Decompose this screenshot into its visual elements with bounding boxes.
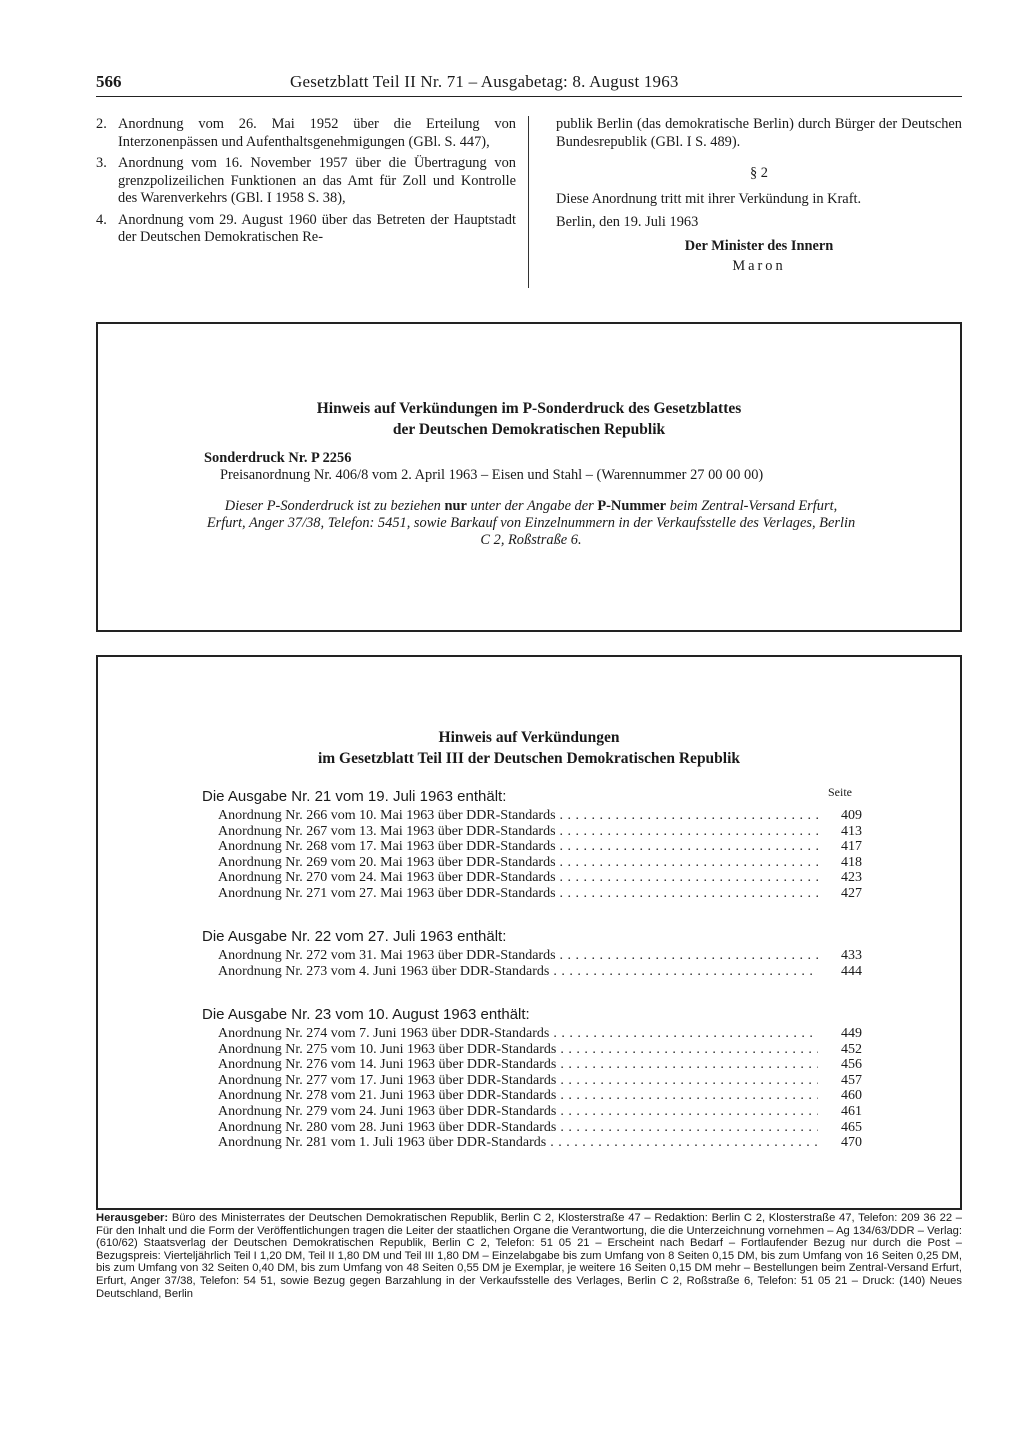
toc-entry-text: Anordnung Nr. 274 vom 7. Juni 1963 über DDR-Standards . . . [218, 1026, 818, 1042]
notice-text: beim Zentral-Versand Erfurt, Erfurt, Anger 37/38, Telefon: 5451, sowie Barkauf von Einzelnummern in der Verkaufsstelle des Verlages, Berlin C 2, Roßstraße 6. [206, 498, 856, 548]
signing-date: Berlin, den 19. Juli 1963 [556, 214, 699, 230]
toc-page-number: 457 [822, 1073, 862, 1089]
issue-heading: Die Ausgabe Nr. 21 vom 19. Juli 1963 enthält: [202, 788, 507, 805]
toc-entry-text: Anordnung Nr. 281 vom 1. Juli 1963 über DDR-Standards . . . [218, 1135, 818, 1151]
toc-page-number: 460 [822, 1088, 862, 1104]
toc-entry-text: Anordnung Nr. 272 vom 31. Mai 1963 über DDR-Standards . . . [218, 948, 818, 964]
toc-entry-text: Anordnung Nr. 277 vom 17. Juni 1963 über DDR-Standards . . . [218, 1073, 818, 1089]
sonderdruck-number: Sonderdruck Nr. P 2256 [204, 450, 352, 466]
toc-page-number: 413 [822, 824, 862, 840]
toc-page-number: 465 [822, 1120, 862, 1136]
toc-entry [202, 808, 862, 824]
page-number: 566 [96, 72, 122, 91]
list-item [96, 155, 516, 208]
toc-entry [202, 870, 862, 886]
toc-entry [202, 886, 862, 902]
toc-entry [202, 1042, 862, 1058]
toc-entry-text: Anordnung Nr. 280 vom 28. Juni 1963 über DDR-Standards . . . [218, 1120, 818, 1136]
toc-entry-text: Anordnung Nr. 268 vom 17. Mai 1963 über DDR-Standards . . . [218, 839, 818, 855]
imprint-label: Herausgeber: [96, 1212, 169, 1224]
toc-page-number: 444 [822, 964, 862, 980]
toc-entry [202, 1135, 862, 1151]
notice-title-line: Hinweis auf Verkündungen im P-Sonderdruck des Gesetzblattes [316, 400, 742, 417]
toc-entry-text: Anordnung Nr. 276 vom 14. Juni 1963 über DDR-Standards . . . [218, 1057, 818, 1073]
toc-entry-text: Anordnung Nr. 279 vom 24. Juni 1963 über DDR-Standards . . . [218, 1104, 818, 1120]
issue-section [202, 787, 862, 902]
list-item-text: Anordnung vom 29. August 1960 über das Betreten der Hauptstadt der Deutschen Demokratischen Re- [118, 211, 516, 245]
toc-entry-text: Anordnung Nr. 270 vom 24. Mai 1963 über DDR-Standards . . . [218, 870, 818, 886]
toc-entry [202, 1104, 862, 1120]
ordering-notice [204, 498, 858, 549]
toc-entry-text: Anordnung Nr. 278 vom 21. Juni 1963 über DDR-Standards . . . [218, 1088, 818, 1104]
list-item-number: 3. [96, 155, 107, 171]
notice-title [98, 398, 960, 440]
list-item-text: Anordnung vom 16. November 1957 über die Übertragung von grenzpolizeilichen Funktionen an das Amt für Zoll und Kontrolle des Warenverkehrs (GBl. I 1958 S. 38), [118, 155, 516, 206]
toc-page-number: 418 [822, 855, 862, 871]
toc-entry [202, 839, 862, 855]
imprint-text: Büro des Ministerrates der Deutschen Demokratischen Republik, Berlin C 2, Klosterstraße 47 – Redaktion: Berlin C 2, Klosterstraße 47, Telefon: 209 36 22 – Für den Inhalt und die Form der Veröffentlichungen tragen die Leiter der staatlichen Organe die Verantwortung, die die Unterzeichnung vornehmen – Ag 134/63/DDR – Verlag: (610/62) Staatsverlag der Deutschen Demokratischen Republik, Berlin C 2, Telefon: 51 05 21 – Erscheint nach Bedarf – Fortlaufender Bezug nur durch die Post – Bezugspreis: Vierteljährlich Teil I 1,20 DM, Teil II 1,80 DM und Teil III 1,80 DM – Einzelabgabe bis zum Umfang von 8 Seiten 0,15 DM, bis zum Umfang von 16 Seiten 0,25 DM, bis zum Umfang von 32 Seiten 0,40 DM, bis zum Umfang von 48 Seiten 0,55 DM je Exemplar, je weitere 16 Seiten 0,15 DM mehr – Bestellungen beim Zentral-Versand Erfurt, Erfurt, Anger 37/38, Telefon: 54 51, sowie Bezug gegen Barzahlung in der Verkaufsstelle des Verlages, Berlin C 2, Roßstraße 6, Telefon: 51 05 21 – Druck: (140) Neues Deutschland, Berlin [96, 1212, 962, 1300]
right-column [556, 116, 962, 276]
toc-entry [202, 1088, 862, 1104]
notice-emphasis: nur [444, 498, 467, 514]
toc-entry [202, 1120, 862, 1136]
teil-iii-notice-box [96, 655, 962, 1210]
toc-entry [202, 1057, 862, 1073]
toc-entry-text: Anordnung Nr. 273 vom 4. Juni 1963 über DDR-Standards . . . [218, 964, 818, 980]
list-item-text: Anordnung vom 26. Mai 1952 über die Erteilung von Interzonenpässen und Aufenthaltsgenehmigungen (GBl. S. 447), [118, 116, 516, 150]
continuation-text: publik Berlin (das demokratische Berlin) durch Bürger der Deutschen Bundesrepublik (GBl. I S. 489). [556, 116, 962, 150]
toc-page-number: 433 [822, 948, 862, 964]
toc-entry [202, 1026, 862, 1042]
toc-page-number: 470 [822, 1135, 862, 1151]
issue-section [202, 927, 862, 979]
toc-page-number: 427 [822, 886, 862, 902]
toc-entry [202, 948, 862, 964]
notice-title-line: im Gesetzblatt Teil III der Deutschen Demokratischen Republik [317, 750, 741, 767]
running-header-title: Gesetzblatt Teil II Nr. 71 – Ausgabetag: 8. August 1963 [290, 72, 679, 91]
notice-text: Dieser P-Sonderdruck ist zu beziehen [224, 498, 441, 514]
effect-clause: Diese Anordnung tritt mit ihrer Verkündung in Kraft. [556, 190, 862, 207]
issue-heading: Die Ausgabe Nr. 23 vom 10. August 1963 enthält: [202, 1006, 530, 1023]
signer-name: Maron [732, 258, 786, 274]
toc-entry-text: Anordnung Nr. 267 vom 13. Mai 1963 über DDR-Standards . . . [218, 824, 818, 840]
issue-section [202, 1005, 862, 1151]
column-divider [528, 116, 529, 288]
paragraph-heading: § 2 [750, 165, 768, 181]
list-item [96, 116, 516, 151]
issue-heading: Die Ausgabe Nr. 22 vom 27. Juli 1963 enthält: [202, 928, 507, 945]
toc-page-number: 423 [822, 870, 862, 886]
toc-page-number: 417 [822, 839, 862, 855]
list-item-number: 4. [96, 211, 107, 228]
toc-entry-text: Anordnung Nr. 269 vom 20. Mai 1963 über DDR-Standards . . . [218, 855, 818, 871]
left-column [96, 116, 516, 251]
toc-entry [202, 964, 862, 980]
notice-text: unter der Angabe der [470, 498, 594, 514]
toc-entry [202, 1073, 862, 1089]
list-item [96, 212, 516, 247]
header-rule [96, 96, 962, 97]
notice-title-line: Hinweis auf Verkündungen [438, 729, 620, 746]
sonderdruck-description: Preisanordnung Nr. 406/8 vom 2. April 1963 – Eisen und Stahl – (Warennummer 27 00 00 00) [220, 467, 764, 483]
toc-entry-text: Anordnung Nr. 266 vom 10. Mai 1963 über DDR-Standards . . . [218, 808, 818, 824]
toc-page-number: 449 [822, 1026, 862, 1042]
toc-entry [202, 824, 862, 840]
p-sonderdruck-notice-box [96, 322, 962, 632]
list-item-number: 2. [96, 116, 107, 132]
toc-page-number: 452 [822, 1042, 862, 1058]
page-column-label: Seite [828, 785, 852, 799]
notice-body [204, 450, 858, 549]
notice-title-line: der Deutschen Demokratischen Republik [392, 421, 666, 438]
toc-entry-text: Anordnung Nr. 271 vom 27. Mai 1963 über DDR-Standards . . . [218, 886, 818, 902]
minister-title: Der Minister des Innern [684, 237, 834, 254]
toc-page-number: 456 [822, 1057, 862, 1073]
notice-emphasis: P-Nummer [597, 498, 667, 514]
notice-title [98, 727, 960, 769]
toc-page-number: 409 [822, 808, 862, 824]
toc-page-number: 461 [822, 1104, 862, 1120]
imprint-footer [96, 1212, 962, 1300]
toc-entry [202, 855, 862, 871]
toc-entry-text: Anordnung Nr. 275 vom 10. Juni 1963 über DDR-Standards . . . [218, 1042, 818, 1058]
